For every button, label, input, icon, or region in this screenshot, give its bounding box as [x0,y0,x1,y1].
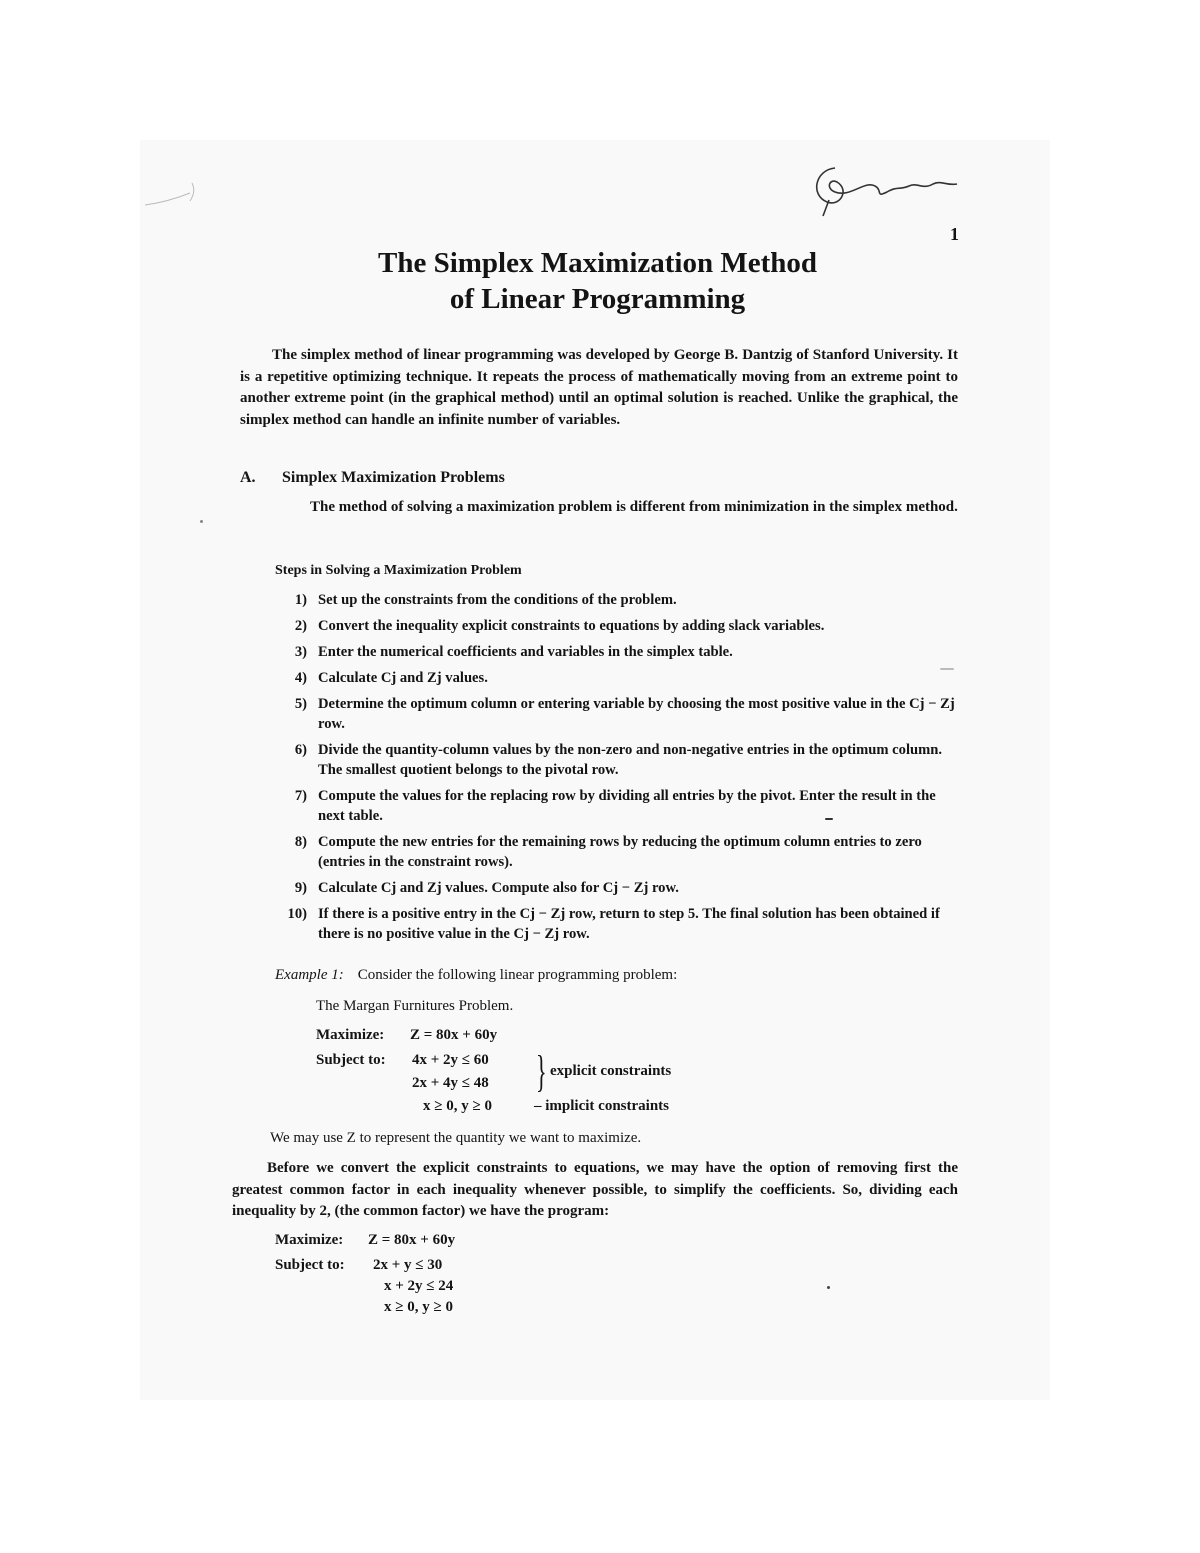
step-text: Compute the new entries for the remaining rows by reducing the optimum column entries to zero (entries in the constraint rows). [318,834,922,870]
step-number: 5) [294,696,307,712]
step-item [275,878,960,898]
scan-artifact-left [140,175,210,215]
explicit-constraints-label: explicit constraints [550,1063,672,1079]
scan-dot [827,1286,830,1289]
title-line-2: of Linear Programming [449,283,746,315]
step-number: 7) [294,788,307,804]
step-item [275,904,960,944]
section-title: Simplex Maximization Problems [282,469,505,486]
paragraph-gcf: Before we convert the explicit constraints to equations, we may have the option of removing first the greatest common factor in each inequality whenever possible, to simplify the coefficients. So, dividing each inequality by 2, (the common factor) we have the program: [232,1160,958,1219]
nonnegativity-constraints: x ≥ 0, y ≥ 0 [423,1098,492,1114]
example-label: Example 1: [275,967,344,983]
step-text: Calculate Cj and Zj values. [318,670,488,686]
step-text: Compute the values for the replacing row by dividing all entries by the pivot. Enter the result in the next table. [318,788,936,824]
step-item [275,590,960,610]
handwritten-signature [805,160,965,220]
step-text: Enter the numerical coefficients and variables in the simplex table. [318,644,733,660]
step-number: 4) [294,670,307,686]
step-item [275,832,960,872]
step-text: Determine the optimum column or entering variable by choosing the most positive value in the Cj − Zj row. [318,696,955,732]
step-text: If there is a positive entry in the Cj − Zj row, return to step 5. The final solution has been obtained if there is no positive value in the Cj − Zj row. [318,906,940,942]
step-number: 9) [294,880,307,896]
step-number: 6) [294,742,307,758]
step-item [275,616,960,636]
step-item [275,786,960,826]
section-letter: A. [240,469,256,486]
intro-paragraph: The simplex method of linear programming was developed by George B. Dantzig of Stanford University. It is a repetitive optimizing technique. It repeats the process of mathematically moving from an extreme point to another extreme point (in the graphical method) until an optimal solution is reached. Unlike the graphical, the simplex method can handle an infinite number of variables. [240,347,958,428]
step-text: Calculate Cj and Zj values. Compute also for Cj − Zj row. [318,880,679,896]
problem-name: The Margan Furnitures Problem. [316,998,514,1014]
objective-function: Z = 80x + 60y [410,1027,498,1043]
step-number: 2) [294,618,307,634]
program2-constraint-2: x + 2y ≤ 24 [384,1278,454,1294]
step-number: 10) [287,906,307,922]
scan-dot [200,520,203,523]
step-item [275,694,960,734]
step-number: 1) [294,592,307,608]
brace-symbol: } [536,1047,547,1096]
title-line-1: The Simplex Maximization Method [377,247,817,279]
subject-to-label: Subject to: [316,1052,386,1068]
implicit-constraints-label: – implicit constraints [534,1098,669,1114]
step-number: 3) [294,644,307,660]
page-number: 1 [950,224,959,244]
program2-constraint-1: 2x + y ≤ 30 [373,1257,443,1273]
step-text: Divide the quantity-column values by the non-zero and non-negative entries in the optimum column. The smallest quotient belongs to the pivotal row. [318,742,943,778]
step-item [275,668,960,688]
constraint-2: 2x + 4y ≤ 48 [412,1075,489,1091]
steps-heading: Steps in Solving a Maximization Problem [275,563,522,578]
paragraph-use-z: We may use Z to represent the quantity we want to maximize. [270,1130,642,1146]
program2-subject-label: Subject to: [275,1257,345,1273]
step-item [275,642,960,662]
program2-maximize-label: Maximize: [275,1232,344,1248]
constraint-1: 4x + 2y ≤ 60 [412,1052,489,1068]
step-item [275,740,960,780]
step-text: Set up the constraints from the conditions of the problem. [318,592,677,608]
example-intro [275,967,677,984]
program2-objective: Z = 80x + 60y [368,1232,456,1248]
example-text: Consider the following linear programming problem: [357,967,678,983]
step-number: 8) [294,834,307,850]
page-title [240,245,955,317]
step-text: Convert the inequality explicit constraints to equations by adding slack variables. [318,618,825,634]
steps-list [275,590,960,950]
maximize-label: Maximize: [316,1027,385,1043]
program2-nonnegativity: x ≥ 0, y ≥ 0 [384,1299,453,1315]
section-paragraph: The method of solving a maximization problem is different from minimization in the simplex method. [310,499,958,515]
